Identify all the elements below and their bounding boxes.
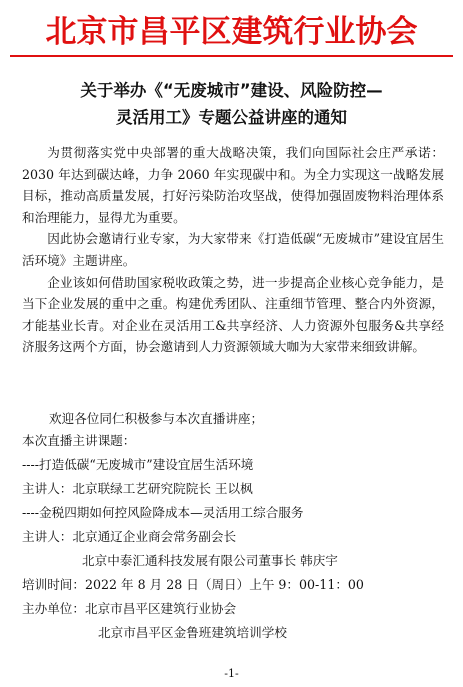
topic-2: ----金税四期如何控风险降成本—灵活用工综合服务 [22,505,304,520]
title-line-2: 灵活用工》专题公益讲座的通知 [116,108,347,127]
topic-1: ----打造低碳“无废城市”建设宜居生活环境 [22,457,254,472]
paragraph-3: 企业该如何借助国家税收政策之势，进一步提高企业核心竞争能力，是当下企业发展的重中之重。构建优秀团队、注重细节管理、整合内外资源，才能基业长青。对企业在灵活用工&共享经济、人力资源外包服务&共享经济服务这两个方面，协会邀请到人力资源领域大咖为大家带来细致讲解。 [22,274,444,355]
welcome-line: 欢迎各位同仁积极参与本次直播讲座； [49,411,264,426]
paragraph-1: 为贯彻落实党中央部署的重大战略决策，我们向国际社会庄严承诺：2030 年达到碳达峰，力争 2060 年实现碳中和。为全力实现这一战略发展目标，推动高质量发展，打好污染防治攻坚战，使得加强固废物料治理体系和治理能力，显得尤为重要。 [22,145,444,225]
training-time: 培训时间：2022 年 8 月 28 日（周日）上午 9：00-11：00 [22,577,364,592]
page-number: -1- [224,667,239,680]
host-unit-1: 主办单位：北京市昌平区建筑行业协会 [22,601,237,616]
speaker-2: 主讲人：北京通辽企业商会常务副会长 [22,529,237,544]
paragraph-2: 因此协会邀请行业专家，为大家带来《打造低碳“无废城市”建设宜居生活环境》主题讲座。 [22,231,444,268]
topics-heading: 本次直播主讲课题： [22,433,136,448]
speaker-1: 主讲人：北京联绿工艺研究院院长 王以枫 [22,481,253,496]
header-divider [10,55,453,57]
speaker-2-affiliation: 北京中泰汇通科技发展有限公司董事长 韩庆宇 [82,553,338,568]
document-title [20,77,443,131]
body-paragraphs [22,142,444,358]
title-line-1: 关于举办《“无废城市”建设、风险防控— [80,81,383,100]
organization-header: 北京市昌平区建筑行业协会 [45,14,418,50]
host-unit-2: 北京市昌平区金鲁班建筑培训学校 [98,625,287,640]
